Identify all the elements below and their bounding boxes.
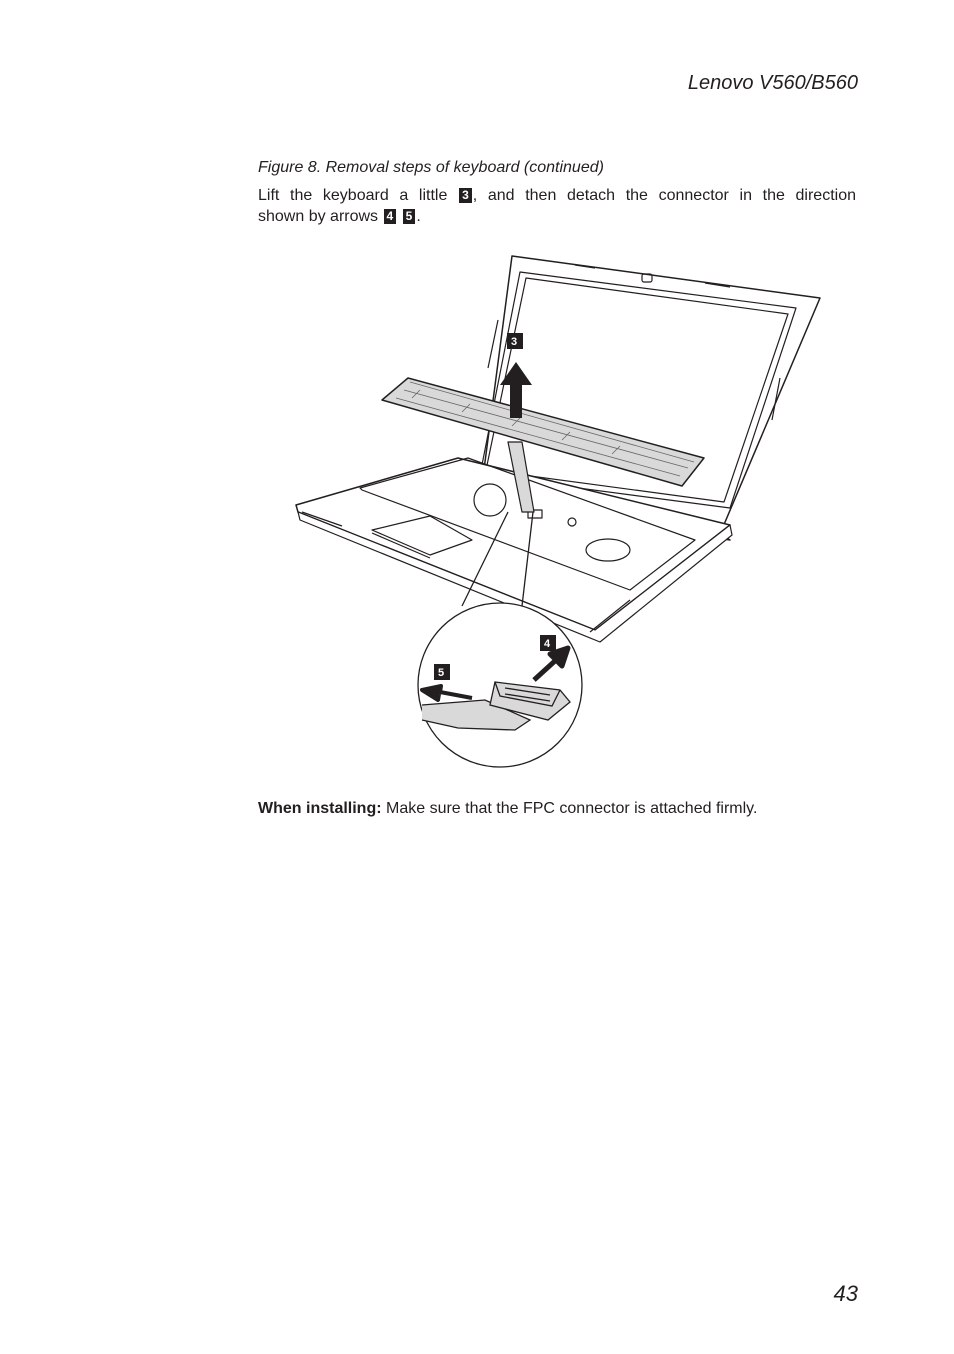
instruction-text: shown by arrows — [258, 208, 379, 225]
step-badge-3: 3 — [459, 188, 472, 203]
installing-label: When installing: — [258, 800, 382, 817]
svg-text:4: 4 — [544, 638, 551, 650]
instruction-text: Lift the keyboard a little — [258, 187, 448, 204]
instruction-text: . — [416, 208, 421, 225]
instruction-line-2 — [258, 208, 421, 225]
instruction-line-1 — [258, 185, 856, 206]
document-header-title: Lenovo V560/B560 — [687, 72, 858, 94]
figure-caption: Figure 8. Removal steps of keyboard (continued) — [258, 159, 604, 176]
installing-text: Make sure that the FPC connector is attached firmly. — [381, 800, 758, 817]
instruction-text: , and then detach the connector in the direction — [472, 187, 857, 204]
step-badge-4: 4 — [384, 209, 397, 224]
figure-label-3 — [507, 333, 523, 349]
installing-note — [258, 800, 757, 818]
svg-text:3: 3 — [511, 336, 518, 348]
keyboard-removal-illustration — [290, 250, 830, 775]
page-number: 43 — [833, 1281, 858, 1306]
instruction-paragraph — [258, 185, 856, 227]
figure-label-4 — [540, 635, 556, 651]
svg-text:5: 5 — [438, 667, 445, 679]
step-badge-5: 5 — [403, 209, 416, 224]
figure-label-5 — [434, 664, 450, 680]
